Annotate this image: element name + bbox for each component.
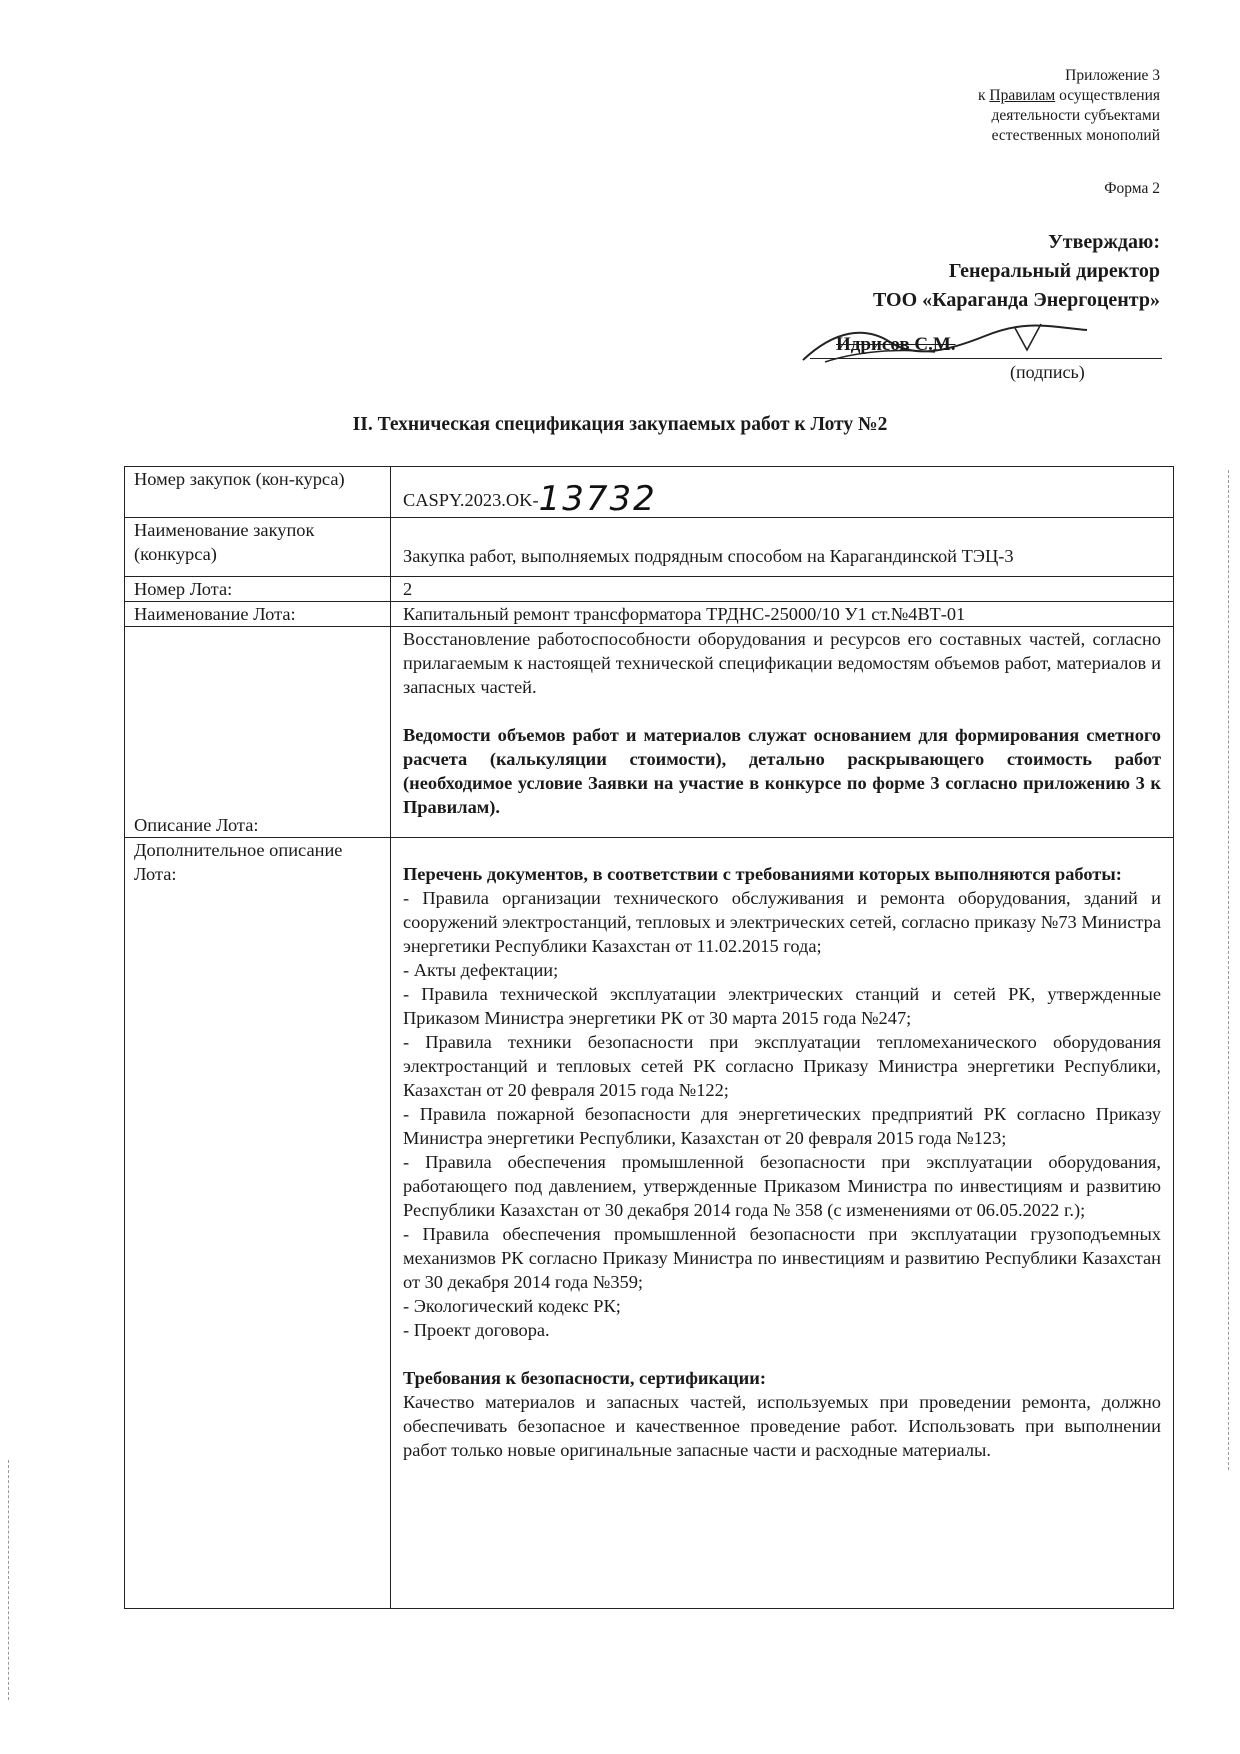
table-row: [125, 838, 1174, 1609]
documents-list-heading: Перечень документов, в соответствии с требованиями которых выполняются работы:: [403, 864, 1122, 884]
document-title: II. Техническая спецификация закупаемых работ к Лоту №2: [352, 414, 888, 435]
list-item: - Правила обеспечения промышленной безопасности при эксплуатации грузоподъемных механизмов РК согласно Приказу Министра по инвестициям и развитию Республики Казахстан от 30 декабря 2014 года №359;: [403, 1224, 1161, 1292]
procurement-name-label: Наименование закупок (конкурса): [125, 518, 391, 577]
approval-line-2: Генеральный директор: [948, 260, 1160, 282]
table-row: [125, 602, 1174, 627]
procurement-number-printed: CASPY.2023.OK-: [403, 490, 539, 510]
approval-block: [873, 228, 1160, 315]
lot-description-value: [391, 627, 1174, 838]
procurement-name-value: Закупка работ, выполняемых подрядным способом на Карагандинской ТЭЦ-3: [391, 518, 1174, 577]
list-item: - Правила технической эксплуатации электрических станций и сетей РК, утвержденные Приказом Министра энергетики РК от 30 марта 2015 года №247;: [403, 984, 1161, 1028]
list-item: - Акты дефектации;: [403, 960, 559, 980]
lot-number-label: Номер Лота:: [125, 577, 391, 602]
appendix-line-4: естественных монополий: [991, 127, 1160, 144]
list-item: - Правила организации технического обслуживания и ремонта оборудования, зданий и сооружений электростанций, тепловых и электрических сетей, согласно приказу №73 Министра энергетики Республики Казахстан от 11.02.2015 года;: [403, 888, 1161, 956]
table-row: [125, 627, 1174, 838]
lot-description-paragraph-1: Восстановление работоспособности оборудования и ресурсов его составных частей, согласно прилагаемым к настоящей технической спецификации ведомостям объемов работ, материалов и запасных частей.: [403, 629, 1161, 697]
form-number: Форма 2: [1104, 180, 1160, 197]
scan-edge-mark: [1228, 470, 1229, 1470]
lot-name-label: Наименование Лота:: [125, 602, 391, 627]
signature-caption: (подпись): [1010, 362, 1085, 382]
list-item: - Экологический кодекс РК;: [403, 1296, 621, 1316]
procurement-number-handwritten: 13732: [538, 479, 657, 519]
appendix-line-1: Приложение 3: [1065, 67, 1160, 84]
table-row: [125, 518, 1174, 577]
signature-line: [810, 358, 1162, 359]
lot-description-paragraph-2: Ведомости объемов работ и материалов служат основанием для формирования сметного расчета (калькуляции стоимости), детально раскрывающего стоимость работ (необходимое условие Заявки на участие в конкурсе по форме 3 согласно приложению 3 к Правилам).: [403, 725, 1161, 817]
safety-requirements-text: Качество материалов и запасных частей, используемых при проведении ремонта, должно обеспечивать безопасное и качественное проведение работ. Использовать при выполнении работ только новые оригинальные запасные части и расходные материалы.: [403, 1392, 1161, 1460]
appendix-reference: [978, 66, 1160, 146]
appendix-line-2: к Правилам осуществления: [977, 87, 1160, 104]
list-item: - Правила обеспечения промышленной безопасности при эксплуатации оборудования, работающего под давлением, утвержденные Приказом Министра по инвестициям и развитию Республики Казахстан от 30 декабря 2014 года № 358 (с изменениями от 06.05.2022 г.);: [403, 1152, 1161, 1220]
approval-line-3: ТОО «Караганда Энергоцентр»: [872, 289, 1160, 311]
procurement-number-label: Номер закупок (кон-курса): [125, 467, 391, 518]
lot-name-value: Капитальный ремонт трансформатора ТРДНС-25000/10 У1 ст.№4ВТ-01: [391, 602, 1174, 627]
signer-name: Идрисов С.М.: [836, 334, 956, 355]
table-row: [125, 467, 1174, 518]
additional-description-value: [391, 838, 1174, 1609]
scan-edge-mark: [8, 1460, 9, 1700]
lot-description-label: Описание Лота:: [125, 627, 391, 838]
appendix-line-3: деятельности субъектами: [991, 107, 1160, 124]
list-item: - Правила пожарной безопасности для энергетических предприятий РК согласно Приказу Министра энергетики Республики, Казахстан от 20 февраля 2015 года №123;: [403, 1104, 1161, 1148]
procurement-number-value: [391, 467, 1174, 518]
specification-table: [124, 466, 1174, 1609]
table-row: [125, 577, 1174, 602]
list-item: - Правила техники безопасности при эксплуатации тепломеханического оборудования электростанций и тепловых сетей РК согласно Приказу Министра энергетики Республики, Казахстан от 20 февраля 2015 года №122;: [403, 1032, 1161, 1100]
rules-link[interactable]: Правилам: [989, 87, 1056, 104]
safety-requirements-heading: Требования к безопасности, сертификации:: [403, 1368, 766, 1388]
additional-description-label: Дополнительное описание Лота:: [125, 838, 391, 1609]
approval-line-1: Утверждаю:: [1048, 231, 1160, 253]
lot-number-value: 2: [391, 577, 1174, 602]
list-item: - Проект договора.: [403, 1320, 550, 1340]
